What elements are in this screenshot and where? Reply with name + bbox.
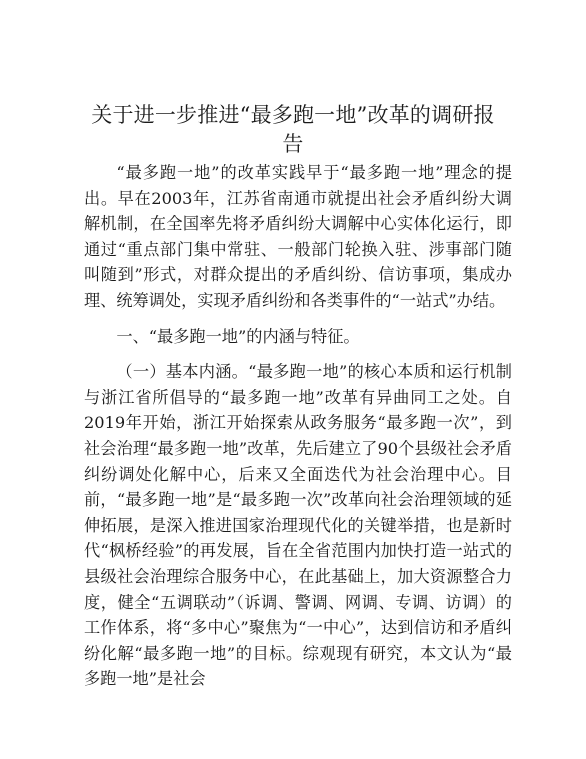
paragraph-basic-connotation: （一）基本内涵。“最多跑一地”的核心本质和运行机制与浙江省所倡导的“最多跑一地”改革有异曲同工之处。自2019年开始，浙江开始探索从政务服务“最多跑一次”，到社会治理“最多跑一地”改革，先后建立了90个县级社会矛盾纠纷调处化解中心，后来又全面迭代为社会治理中心。目前，“最多跑一地”是“最多跑一次”改革向社会治理领域的延伸拓展，是深入推进国家治理现代化的关键举措，也是新时代“枫桥经验”的再发展，旨在全省范围内加快打造一站式的县级社会治理综合服务中心，在此基础上，加大资源整合力度，健全“五调联动”（诉调、警调、网调、专调、访调）的工作体系，将“多中心”聚焦为“一中心”，达到信访和矛盾纠纷化解“最多跑一地”的目标。综观现有研究，本文认为“最多跑一地”是社会 bbox=[84, 362, 512, 689]
paragraph-intro: “最多跑一地”的改革实践早于“最多跑一地”理念的提出。早在2003年，江苏省南通市就提出社会矛盾纠纷大调解机制，在全国率先将矛盾纠纷大调解中心实体化运行，即通过“重点部门集中常驻、一般部门轮换入驻、涉事部门随叫随到”形式，对群众提出的矛盾纠纷、信访事项，集成办理、统筹调处，实现矛盾纠纷和各类事件的“一站式”办结。 bbox=[84, 163, 512, 310]
section-heading: 一、“最多跑一地”的内涵与特征。 bbox=[116, 326, 360, 346]
document-body bbox=[84, 160, 512, 692]
document-title: 关于进一步推进“最多跑一地”改革的调研报告 bbox=[91, 103, 495, 156]
